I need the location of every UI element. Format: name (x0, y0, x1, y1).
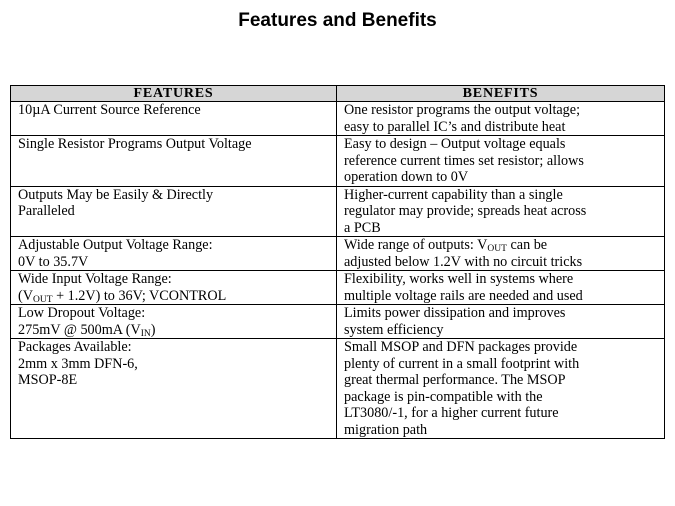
feature-cell (11, 305, 337, 339)
table-row (11, 339, 665, 439)
subscript: OUT (32, 294, 53, 305)
benefit-line: great thermal performance. The MSOP (344, 372, 566, 388)
benefit-line: regulator may provide; spreads heat across (344, 203, 587, 219)
benefit-line: migration path (344, 421, 428, 438)
feature-line: Outputs May be Easily & Directly (18, 186, 214, 203)
feature-cell (11, 237, 337, 271)
benefit-line: LT3080/-1, for a higher current future (344, 405, 559, 421)
feature-line: Single Resistor Programs Output Voltage (18, 136, 252, 152)
benefit-cell (337, 136, 665, 187)
feature-text: + 1.2V) to 36V; VCONTROL (52, 287, 227, 304)
benefit-line: package is pin-compatible with the (344, 388, 543, 405)
benefit-line (344, 237, 658, 254)
feature-cell (11, 339, 337, 439)
benefit-cell (337, 305, 665, 339)
table-row (11, 186, 665, 237)
feature-line: 10µA Current Source Reference (18, 102, 201, 118)
feature-text: ) (150, 321, 156, 338)
benefit-text: can be (506, 237, 548, 253)
benefit-line: easy to parallel IC’s and distribute heat (344, 118, 566, 135)
feature-line: 0V to 35.7V (18, 253, 89, 270)
benefit-line: reference current times set resistor; allows (344, 152, 584, 169)
page-title: Features and Benefits (238, 10, 437, 31)
feature-line: Low Dropout Voltage: (18, 305, 146, 321)
benefit-line: adjusted below 1.2V with no circuit tricks (344, 253, 583, 270)
subscript: IN (140, 328, 151, 339)
feature-cell (11, 271, 337, 305)
benefits-header: BENEFITS (337, 86, 665, 102)
table-row (11, 305, 665, 339)
feature-line: Packages Available: (18, 339, 132, 355)
feature-line: 2mm x 3mm DFN-6, (18, 355, 138, 372)
features-benefits-table (10, 85, 665, 439)
benefit-cell (337, 339, 665, 439)
feature-cell (11, 102, 337, 136)
benefit-text: Wide range of outputs: V (344, 237, 488, 253)
table-row (11, 237, 665, 271)
feature-line: Paralleled (18, 203, 75, 219)
benefit-line: Higher-current capability than a single (344, 186, 563, 203)
feature-line (18, 288, 330, 305)
benefit-line: system efficiency (344, 321, 444, 338)
feature-text: (V (18, 287, 33, 304)
table-row (11, 136, 665, 187)
benefit-line: Easy to design – Output voltage equals (344, 136, 566, 152)
benefit-line: Small MSOP and DFN packages provide (344, 339, 578, 355)
table-row (11, 271, 665, 305)
benefit-line: multiple voltage rails are needed and used (344, 287, 583, 304)
feature-line: MSOP-8E (18, 372, 78, 388)
benefit-line: One resistor programs the output voltage; (344, 102, 581, 118)
feature-text: 275mV @ 500mA (V (18, 321, 141, 338)
feature-cell (11, 136, 337, 187)
benefit-cell (337, 237, 665, 271)
feature-line: Wide Input Voltage Range: (18, 271, 172, 287)
benefit-line: Limits power dissipation and improves (344, 305, 566, 321)
benefit-cell (337, 271, 665, 305)
benefit-line: Flexibility, works well in systems where (344, 271, 574, 287)
benefit-line: plenty of current in a small footprint with (344, 355, 580, 372)
feature-line (18, 322, 330, 339)
benefit-cell (337, 186, 665, 237)
benefit-cell (337, 102, 665, 136)
benefit-line: a PCB (344, 219, 381, 236)
feature-cell (11, 186, 337, 237)
subscript: OUT (487, 244, 507, 254)
feature-line: Adjustable Output Voltage Range: (18, 237, 213, 253)
table-header-row (11, 86, 665, 102)
features-header: FEATURES (11, 86, 337, 102)
benefit-line: operation down to 0V (344, 169, 469, 185)
table-row (11, 102, 665, 136)
